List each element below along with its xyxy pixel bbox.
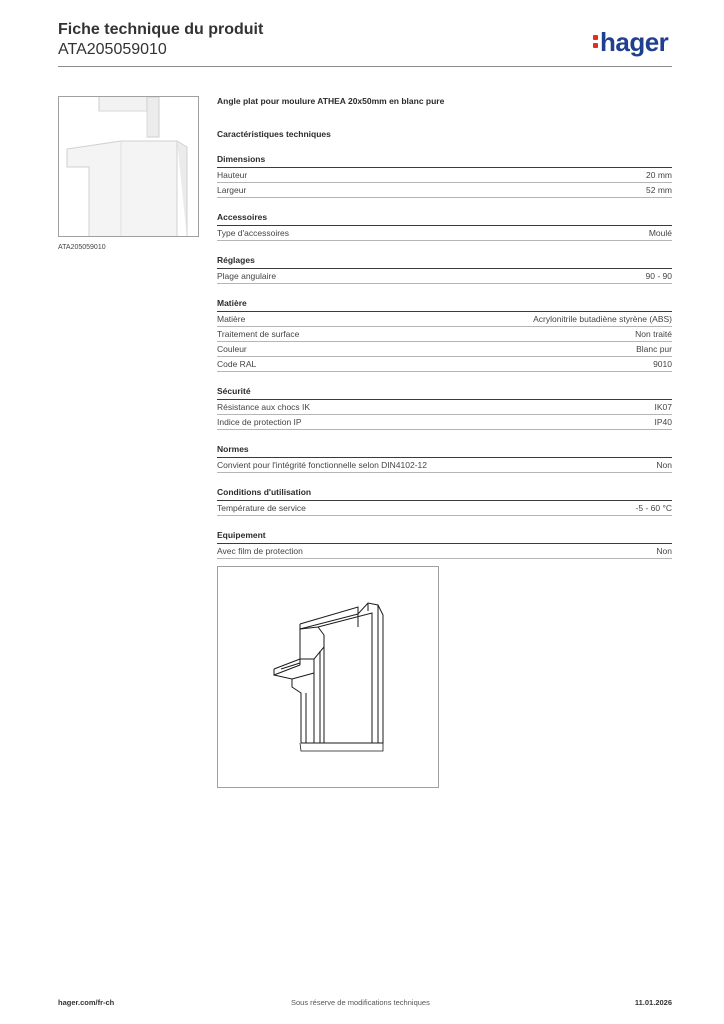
logo-text: hager <box>600 27 669 57</box>
spec-label: Résistance aux chocs IK <box>217 402 311 412</box>
spec-row <box>217 501 672 516</box>
product-drawing <box>217 566 439 788</box>
footer-date: 11.01.2026 <box>634 998 672 1007</box>
page-title: Fiche technique du produit <box>58 21 264 38</box>
corner-moulding-drawing-icon <box>218 567 438 787</box>
spec-row <box>217 312 672 327</box>
product-title: Angle plat pour moulure ATHEA 20x50mm en blanc pure <box>217 96 445 106</box>
spec-value: Non <box>656 460 672 470</box>
section-equipment <box>217 529 672 559</box>
spec-value: IK07 <box>654 402 672 412</box>
spec-row <box>217 400 672 415</box>
spec-row <box>217 357 672 372</box>
spec-label: Indice de protection IP <box>217 417 302 427</box>
footer-note: Sous réserve de modifications techniques <box>291 998 430 1007</box>
spec-label: Code RAL <box>217 359 257 369</box>
spec-value: 20 mm <box>646 170 672 180</box>
section-settings <box>217 254 672 284</box>
footer-website-link[interactable]: hager.com/fr-ch <box>58 998 115 1007</box>
spec-row <box>217 415 672 430</box>
document-header <box>58 20 263 60</box>
section-title: Réglages <box>217 254 672 269</box>
spec-label: Couleur <box>217 344 247 354</box>
section-conditions <box>217 486 672 516</box>
section-accessories <box>217 211 672 241</box>
spec-value: IP40 <box>654 417 672 427</box>
spec-label: Hauteur <box>217 170 248 180</box>
spec-value: -5 - 60 °C <box>635 503 672 513</box>
hager-logo[interactable] <box>593 27 668 57</box>
characteristics-title: Caractéristiques techniques <box>217 129 331 139</box>
spec-label: Avec film de protection <box>217 546 303 556</box>
spec-label: Type d'accessoires <box>217 228 290 238</box>
section-title: Accessoires <box>217 211 672 226</box>
section-title: Dimensions <box>217 153 672 168</box>
spec-label: Matière <box>217 314 246 324</box>
spec-label: Température de service <box>217 503 306 513</box>
spec-value: Non traité <box>635 329 672 339</box>
section-title: Conditions d'utilisation <box>217 486 672 501</box>
spec-label: Convient pour l'intégrité fonctionnelle selon DIN4102-12 <box>217 460 428 470</box>
section-title: Matière <box>217 297 672 312</box>
spec-row <box>217 458 672 473</box>
product-reference: ATA205059010 <box>58 41 167 58</box>
product-thumbnail-icon <box>59 97 199 237</box>
section-title: Equipement <box>217 529 672 544</box>
spec-value: 52 mm <box>646 185 672 195</box>
section-standards <box>217 443 672 473</box>
spec-row <box>217 269 672 284</box>
spec-row <box>217 327 672 342</box>
section-material <box>217 297 672 372</box>
section-title: Normes <box>217 443 672 458</box>
thumbnail-caption: ATA205059010 <box>58 244 106 251</box>
spec-value: Moulé <box>648 228 672 238</box>
spec-value: 9010 <box>653 359 672 369</box>
spec-label: Largeur <box>217 185 247 195</box>
spec-row <box>217 544 672 559</box>
product-thumbnail <box>58 96 199 237</box>
spec-value: Acrylonitrile butadiène styrène (ABS) <box>533 314 672 324</box>
spec-label: Traitement de surface <box>217 329 300 339</box>
spec-value: 90 - 90 <box>645 271 672 281</box>
spec-value: Non <box>656 546 672 556</box>
spec-label: Plage angulaire <box>217 271 277 281</box>
logo-dots-icon <box>593 33 599 49</box>
section-safety <box>217 385 672 430</box>
spec-row <box>217 168 672 183</box>
header-divider <box>58 66 672 67</box>
spec-row <box>217 226 672 241</box>
spec-value: Blanc pur <box>636 344 672 354</box>
technical-content <box>217 95 672 593</box>
spec-row <box>217 183 672 198</box>
section-dimensions <box>217 153 672 198</box>
spec-row <box>217 342 672 357</box>
section-title: Sécurité <box>217 385 672 400</box>
